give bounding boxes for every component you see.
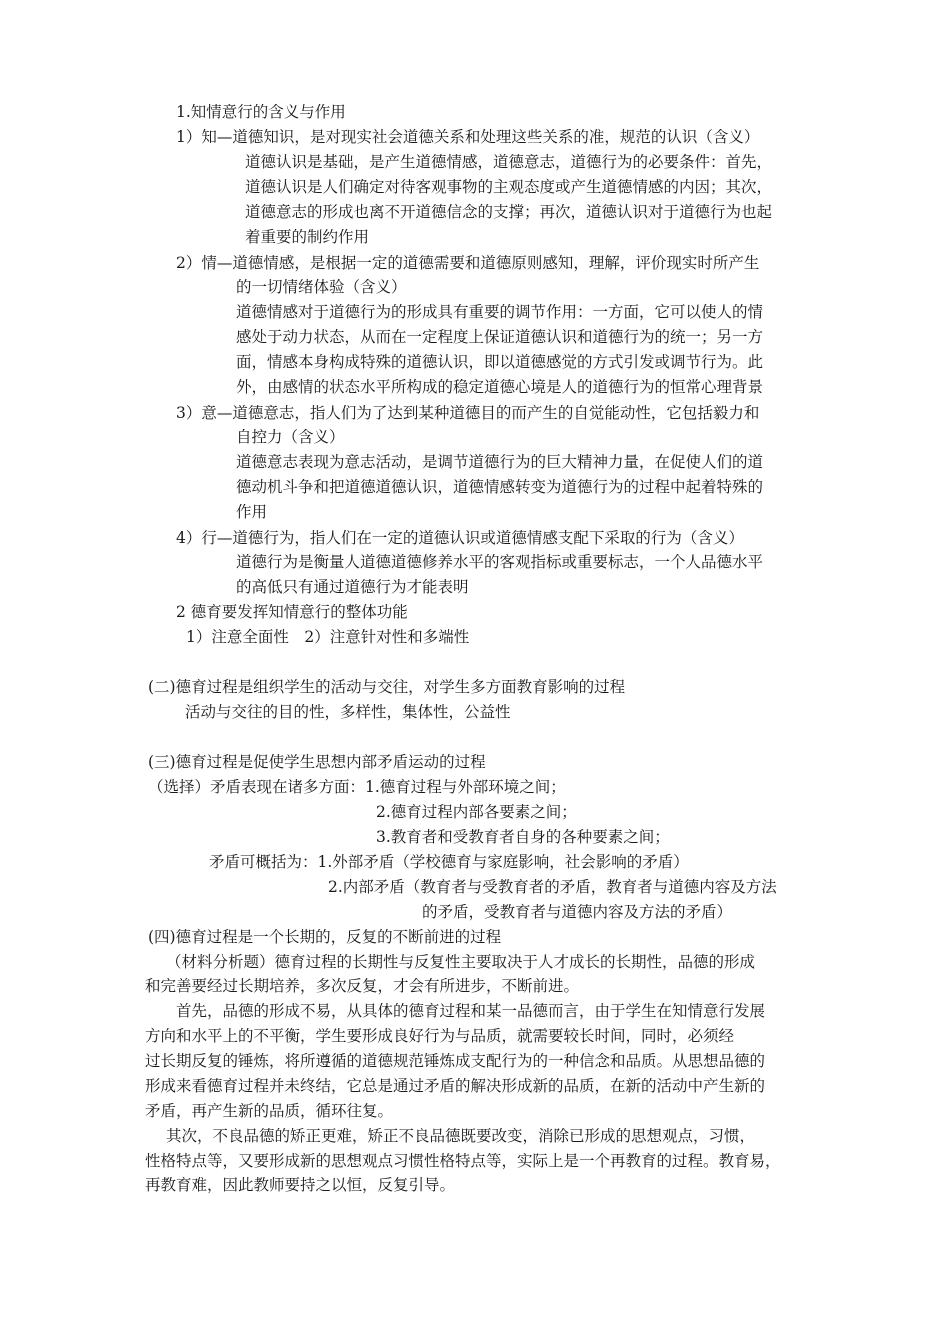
paragraph-line: 道德情感对于道德行为的形成具有重要的调节作用：一方面，它可以使人的情: [236, 303, 764, 321]
paragraph-line: 过长期反复的锤炼，将所遵循的道德规范锤炼成支配行为的一种信念和品质。从思想品德的: [145, 1052, 766, 1070]
section-heading: 2 德育要发挥知情意行的整体功能: [176, 603, 408, 621]
paragraph-line: 和完善要经过长期培养，多次反复，才会有所进步，不断前进。: [145, 977, 580, 995]
paragraph-line: 面，情感本身构成特殊的道德认识，即以道德感觉的方式引发或调节行为。此: [236, 353, 764, 371]
paragraph-line: 性格特点等，又要形成新的思想观点习惯性格特点等，实际上是一个再教育的过程。教育易，: [145, 1152, 781, 1170]
paragraph-line: 道德意志表现为意志活动，是调节道德行为的巨大精神力量，在促使人们的道: [236, 453, 764, 471]
paragraph-line: 2.内部矛盾（教育者与受教育者的矛盾，教育者与道德内容及方法: [328, 878, 777, 896]
paragraph-line: 2.德育过程内部各要素之间；: [376, 803, 577, 821]
paragraph-line: 方向和水平上的不平衡，学生要形成良好行为与品质，就需要较长时间，同时，必须经: [145, 1027, 735, 1045]
paragraph-line: （材料分析题）德育过程的长期性与反复性主要取决于人才成长的长期性，品德的形成: [166, 953, 756, 971]
item-heading: 4）行—道德行为，指人们在一定的道德认识或道德情感支配下采取的行为（含义）: [176, 529, 744, 547]
section-heading: (二)德育过程是组织学生的活动与交往，对学生多方面教育影响的过程: [148, 678, 626, 696]
section-heading: 1.知情意行的含义与作用: [176, 103, 346, 121]
paragraph-line: 着重要的制约作用: [245, 228, 370, 246]
section-heading: (四)德育过程是一个长期的，反复的不断前进的过程: [148, 928, 502, 946]
paragraph-line: 外，由感情的状态水平所构成的稳定道德心境是人的道德行为的恒常心理背景: [236, 378, 764, 396]
paragraph-line: 3.教育者和受教育者自身的各种要素之间；: [376, 828, 670, 846]
paragraph-line: （选择）矛盾表现在诸多方面：1.德育过程与外部环境之间；: [148, 778, 566, 796]
item-heading-cont: 的一切情绪体验（含义）: [236, 278, 407, 296]
paragraph-line: 的矛盾，受教育者与道德内容及方法的矛盾）: [422, 903, 733, 921]
item-heading: 1）知—道德知识，是对现实社会道德关系和处理这些关系的准，规范的认识（含义）: [176, 128, 760, 146]
paragraph-line: 道德行为是衡量人道德道德修养水平的客观指标或重要标志，一个人品德水平: [236, 553, 764, 571]
paragraph-line: 道德意志的形成也离不开道德信念的支撑；再次，道德认识对于道德行为也起: [245, 203, 773, 221]
paragraph-line: 作用: [236, 503, 268, 521]
paragraph-line: 首先，品德的形成不易，从具体的德育过程和某一品德而言，由于学生在知情意行发展: [176, 1002, 766, 1020]
paragraph-line: 德动机斗争和把道德道德认识，道德情感转变为道德行为的过程中起着特殊的: [236, 478, 764, 496]
paragraph-line: 再教育难，因此教师要持之以恒，反复引导。: [145, 1176, 456, 1194]
paragraph-line: 矛盾，再产生新的品质，循环往复。: [145, 1102, 394, 1120]
paragraph-line: 活动与交往的目的性，多样性，集体性，公益性: [185, 703, 511, 721]
paragraph-line: 矛盾可概括为：1.外部矛盾（学校德育与家庭影响，社会影响的矛盾）: [209, 853, 689, 871]
item-list: 1）注意全面性 2）注意针对性和多端性: [186, 628, 470, 646]
paragraph-line: 感处于动力状态，从而在一定程度上保证道德认识和道德行为的统一；另一方: [236, 328, 764, 346]
paragraph-line: 道德认识是基础，是产生道德情感，道德意志，道德行为的必要条件：首先，: [245, 153, 773, 171]
section-heading: (三)德育过程是促使学生思想内部矛盾运动的过程: [148, 753, 486, 771]
item-heading: 2）情—道德情感，是根据一定的道德需要和道德原则感知，理解，评价现实时所产生: [176, 254, 760, 272]
paragraph-line: 道德认识是人们确定对待客观事物的主观态度或产生道德情感的内因；其次，: [245, 178, 773, 196]
paragraph-line: 的高低只有通过道德行为才能表明: [236, 578, 469, 596]
paragraph-line: 形成来看德育过程并未终结，它总是通过矛盾的解决形成新的品质，在新的活动中产生新的: [145, 1077, 766, 1095]
item-heading: 3）意—道德意志，指人们为了达到某种道德目的而产生的自觉能动性，它包括毅力和: [176, 404, 760, 422]
paragraph-line: 其次，不良品德的矫正更难，矫正不良品德既要改变，消除已形成的思想观点，习惯，: [166, 1127, 756, 1145]
item-heading-cont: 自控力（含义）: [236, 428, 345, 446]
